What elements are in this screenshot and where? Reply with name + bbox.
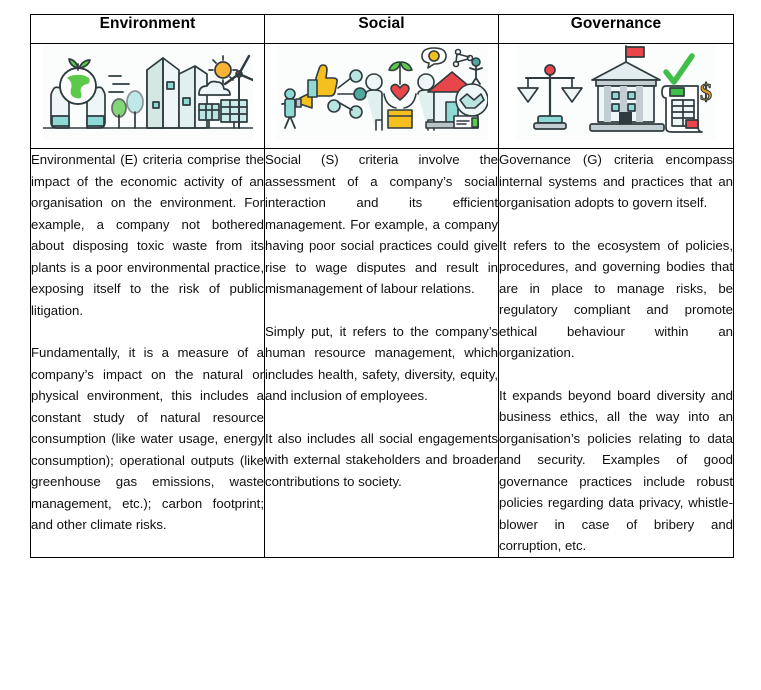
paragraph: Governance (G) criteria encompass internal systems and practices that an organisation adopts to govern itself. bbox=[499, 152, 733, 210]
esg-criteria-table bbox=[30, 14, 734, 558]
social-illustration bbox=[265, 44, 498, 140]
paragraph: Environmental (E) criteria comprise the impact of the economic activity of an organisation on the environment. For example, a company not bothered about disposing toxic waste from its plants is a poor environmental practice, exposing itself to the risk of public litigation. bbox=[31, 152, 264, 318]
paragraph: Fundamentally, it is a measure of a company’s impact on the natural or physical environment, this includes a constant study of natural resource consumption (like water usage, energy consumption); operational outputs (like greenhouse gas emissions, waste management, etc.); carbon footprint; and other climate risks. bbox=[31, 345, 264, 532]
body-cell-governance bbox=[499, 149, 734, 558]
paragraph: Social (S) criteria involve the assessment of a company’s social interaction and its efficient management. For example, a company having poor social practices could give rise to wage disputes and result in mismanagement of labour relations. bbox=[265, 152, 498, 296]
column-header-environment: Environment bbox=[31, 15, 265, 44]
paragraph: It refers to the ecosystem of policies, procedures, and governing bodies that are in place to manage risks, be regulatory compliant and promote ethical behaviour within an organization. bbox=[499, 237, 733, 360]
column-header-governance: Governance bbox=[499, 15, 734, 44]
icon-cell-governance bbox=[499, 44, 734, 149]
body-cell-social bbox=[265, 149, 499, 558]
paragraph: Simply put, it refers to the company’s human resource management, which includes health, safety, diversity, equity, and inclusion of employees. bbox=[265, 323, 498, 403]
governance-illustration bbox=[499, 44, 733, 140]
paragraph: It expands beyond board diversity and business ethics, all the way into an organisation’s policies relating to data and security. Examples of good governance practices include robust policies regarding data privacy, whistle-blower in case of bribery and corruption, etc. bbox=[499, 387, 733, 553]
body-cell-environment bbox=[31, 149, 265, 558]
icon-cell-environment bbox=[31, 44, 265, 149]
table-icon-row bbox=[31, 44, 734, 149]
paragraph: It also includes all social engagements with external stakeholders and broader contributions to society. bbox=[265, 430, 498, 489]
environment-illustration bbox=[31, 44, 264, 140]
table-body-row bbox=[31, 149, 734, 558]
table-header-row bbox=[31, 15, 734, 44]
icon-cell-social bbox=[265, 44, 499, 149]
svg-text:$: $ bbox=[700, 80, 712, 106]
column-header-social: Social bbox=[265, 15, 499, 44]
